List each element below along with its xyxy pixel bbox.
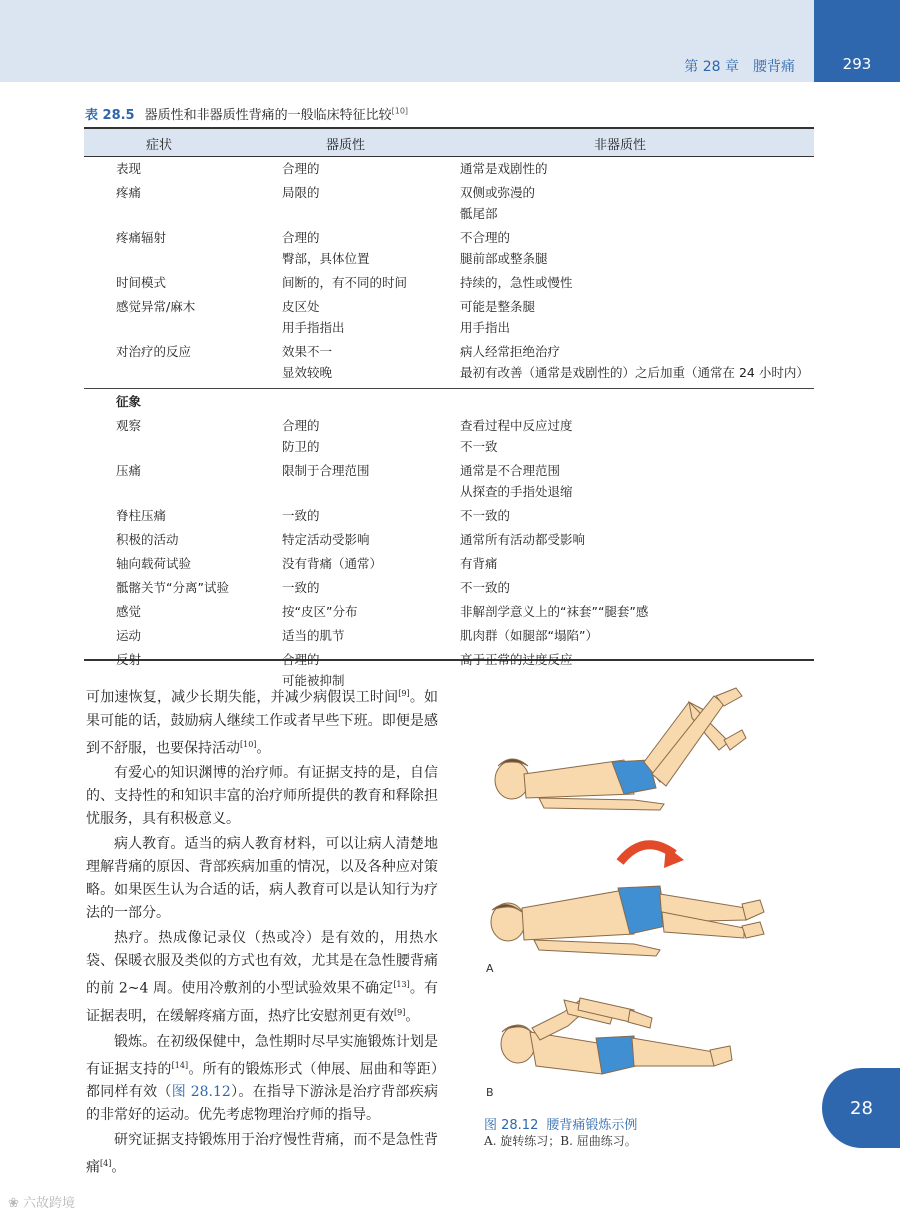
table-cell-symptom: 轴向载荷试验 (116, 556, 192, 571)
table-cell-organic: 用手指指出 (282, 320, 345, 335)
chapter-title: 第 28 章 腰背痛 (684, 59, 795, 75)
table-cell-nonorganic: 腿前部或整条腿 (460, 251, 548, 266)
table-cell-nonorganic: 有背痛 (460, 556, 498, 571)
table-cell-organic: 合理的 (282, 418, 320, 433)
table-cell-organic: 皮区处 (282, 299, 320, 314)
exercise-figure (484, 682, 814, 1112)
paragraph: 有爱心的知识渊博的治疗师。有证据支持的是，自信的、支持性的和知识丰富的治疗师所提供的教育和释除担忧服务，具有积极意义。 (86, 765, 438, 828)
table-cell-organic: 防卫的 (282, 439, 320, 454)
comparison-table (84, 127, 814, 688)
section-label-signs: 征象 (116, 394, 142, 409)
watermark-text: 六故跨境 (23, 1196, 76, 1211)
table-cell-symptom: 压痛 (116, 463, 142, 478)
table-cell-nonorganic: 不一致的 (460, 508, 511, 523)
table-cell-symptom: 对治疗的反应 (116, 344, 192, 359)
table-cell-symptom: 骶髂关节“分离”试验 (116, 580, 229, 595)
table-cell-nonorganic: 从探查的手指处退缩 (460, 484, 573, 499)
table-ref: [10] (391, 106, 409, 116)
figure-flexion (501, 998, 732, 1074)
table-cell-organic: 一致的 (282, 580, 320, 595)
paragraph: 锻炼。在初级保健中，急性期时尽早实施锻炼计划是有证据支持的[14]。所有的锻炼形式（伸展、屈曲和等距）都同样有效（图 28.12）。在指导下游泳是治疗背部疾病的非常好的运动。优先考虑物理治疗师的指导。 (86, 1033, 439, 1124)
watermark (8, 1192, 75, 1211)
table-cell-nonorganic: 用手指出 (460, 320, 511, 335)
table-number: 表 28.5 (85, 108, 135, 123)
page-number: 293 (814, 0, 900, 82)
table-cell-symptom: 表现 (116, 161, 142, 176)
paragraph: 可加速恢复，减少长期失能，并减少病假误工时间[9]。如果可能的话，鼓励病人继续工作或者早些下班。即便是感到不舒服，也要保持活动[10]。 (86, 689, 439, 757)
table-cell-organic: 合理的 (282, 230, 320, 245)
table-title: 器质性和非器质性背痛的一般临床特征比较 (144, 108, 392, 123)
table-cell-nonorganic: 病人经常拒绝治疗 (460, 344, 561, 359)
header-nonorganic: 非器质性 (594, 138, 647, 153)
figure-label-a: A (486, 962, 494, 975)
table-cell-organic: 按“皮区”分布 (282, 604, 358, 619)
figure-number: 图 28.12 (484, 1118, 539, 1133)
page-header (0, 0, 900, 82)
table-cell-nonorganic: 可能是整条腿 (460, 299, 536, 314)
table-cell-symptom: 观察 (116, 418, 142, 433)
table-cell-organic: 臀部，具体位置 (282, 251, 370, 266)
section-divider (84, 388, 814, 389)
table-cell-nonorganic: 通常是不合理范围 (460, 463, 561, 478)
table-cell-nonorganic: 高于正常的过度反应 (460, 652, 573, 667)
table-cell-symptom: 疼痛辐射 (116, 230, 167, 245)
table-cell-symptom: 反射 (116, 652, 142, 667)
table-cell-symptom: 时间模式 (116, 275, 167, 290)
body-text (86, 682, 438, 1182)
figure-subcaption: A. 旋转练习；B. 屈曲练习。 (484, 1134, 637, 1148)
table-cell-symptom: 疼痛 (116, 185, 142, 200)
table-cell-organic: 显效较晚 (282, 365, 333, 380)
table-cell-organic: 没有背痛（通常） (282, 556, 383, 571)
table-cell-nonorganic: 双侧或弥漫的 (460, 185, 536, 200)
figure-title: 腰背痛锻炼示例 (546, 1118, 638, 1133)
table-cell-symptom: 运动 (116, 628, 142, 643)
table-header (84, 129, 814, 157)
table-cell-organic: 一致的 (282, 508, 320, 523)
figure-caption (484, 1114, 637, 1133)
paragraph: 热疗。热成像记录仪（热或冷）是有效的，用热水袋、保暖衣服及类似的方式也有效，尤其是在急性腰背痛的前 2~4 周。使用冷敷剂的小型试验效果不确定[13]。有证据表明，在缓解疼痛方面，热疗比安慰剂更有效[9]。 (86, 930, 439, 1025)
table-cell-organic: 特定活动受影响 (282, 532, 370, 547)
table-cell-organic: 适当的肌节 (282, 628, 345, 643)
exercise-illustration (484, 682, 814, 1112)
table-cell-organic: 间断的，有不同的时间 (282, 275, 408, 290)
figure-reference-link[interactable]: 图 28.12 (171, 1084, 231, 1101)
header-organic: 器质性 (326, 138, 366, 153)
table-cell-nonorganic: 通常是戏剧性的 (460, 161, 548, 176)
figure-label-b: B (486, 1086, 494, 1099)
table-cell-nonorganic: 最初有改善（通常是戏剧性的）之后加重（通常在 24 小时内） (460, 365, 809, 380)
table-cell-organic: 限制于合理范围 (282, 463, 370, 478)
figure-rotation (491, 886, 764, 956)
table-cell-nonorganic: 不一致 (460, 439, 498, 454)
figure-knees-raised (495, 688, 746, 810)
table-cell-nonorganic: 肌肉群（如腿部“塌陷”） (460, 628, 598, 643)
table-cell-nonorganic: 骶尾部 (460, 206, 498, 221)
table-cell-nonorganic: 持续的，急性或慢性 (460, 275, 573, 290)
table-cell-organic: 合理的 (282, 161, 320, 176)
table-cell-symptom: 感觉 (116, 604, 142, 619)
chapter-tab: 28 (822, 1068, 900, 1148)
table-cell-nonorganic: 查看过程中反应过度 (460, 418, 573, 433)
table-cell-organic: 可能被抑制 (282, 673, 345, 688)
table-cell-symptom: 脊柱压痛 (116, 508, 167, 523)
paragraph: 病人教育。适当的病人教育材料，可以让病人清楚地理解背痛的原因、背部疾病加重的情况，以及各种应对策略。如果医生认为合适的话，病人教育可以是认知行为疗法的一部分。 (86, 836, 438, 922)
table-cell-symptom: 感觉异常/麻木 (116, 299, 196, 314)
header-symptom: 症状 (146, 138, 173, 153)
table-cell-organic: 合理的 (282, 652, 320, 667)
table-cell-nonorganic: 非解剖学意义上的“袜套”“腿套”感 (460, 604, 649, 619)
table-cell-nonorganic: 通常所有活动都受影响 (460, 532, 586, 547)
table-cell-organic: 效果不一 (282, 344, 333, 359)
table-cell-symptom: 积极的活动 (116, 532, 179, 547)
watermark-logo-icon: ❀ (8, 1196, 24, 1211)
table-cell-nonorganic: 不一致的 (460, 580, 511, 595)
table-caption (85, 104, 408, 123)
table-cell-nonorganic: 不合理的 (460, 230, 511, 245)
paragraph: 研究证据支持锻炼用于治疗慢性背痛，而不是急性背痛[4]。 (86, 1132, 438, 1176)
table-cell-organic: 局限的 (282, 185, 320, 200)
